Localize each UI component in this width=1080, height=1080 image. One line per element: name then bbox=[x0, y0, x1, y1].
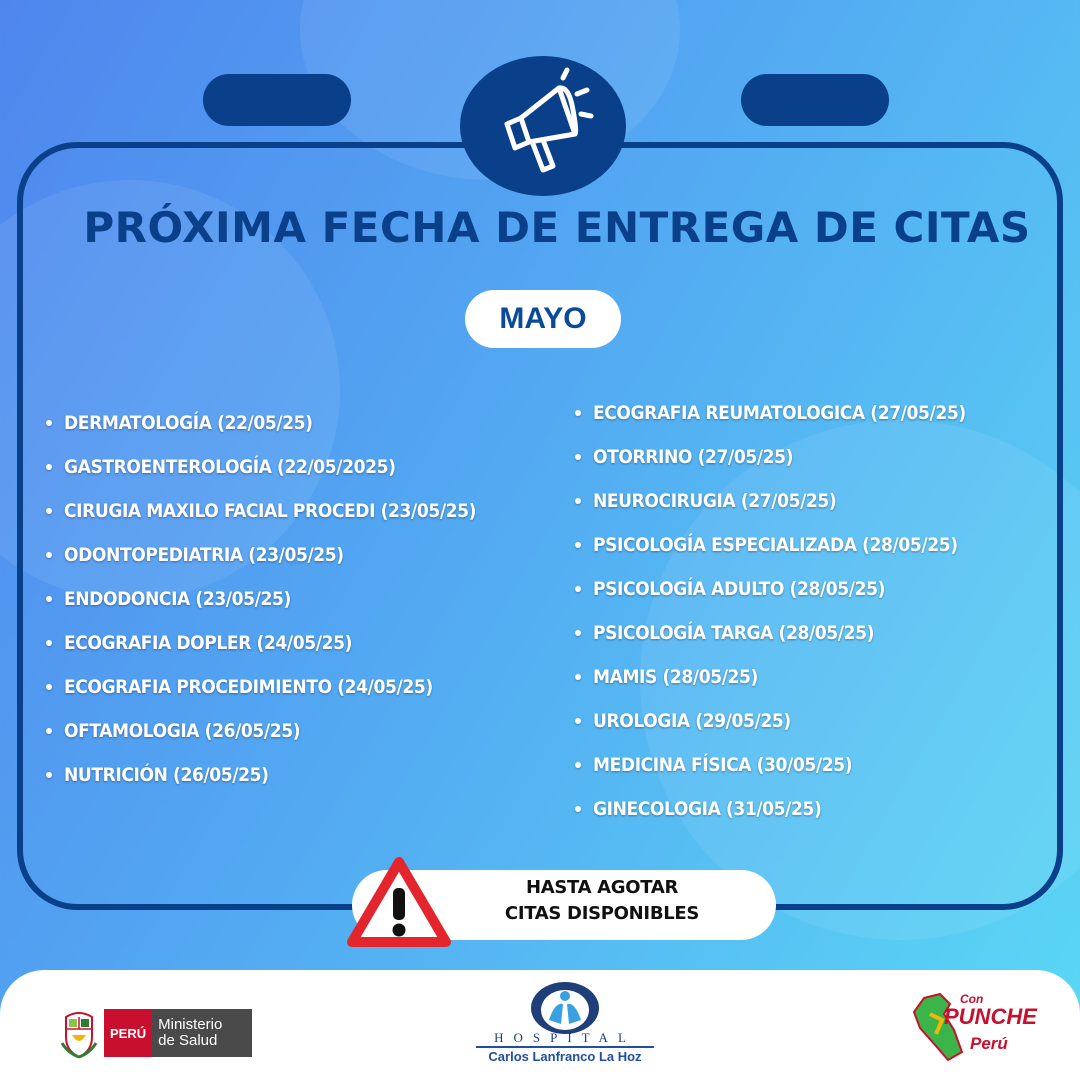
list-item bbox=[46, 401, 476, 445]
list-item-text: ENDODONCIA (23/05/25) bbox=[64, 588, 291, 610]
list-item bbox=[575, 567, 966, 611]
list-item bbox=[575, 787, 966, 831]
bullet-icon bbox=[575, 542, 581, 548]
minsa-logo bbox=[60, 1007, 252, 1059]
list-item bbox=[575, 655, 966, 699]
bullet-icon bbox=[575, 498, 581, 504]
list-item-text: MAMIS (28/05/25) bbox=[593, 666, 758, 688]
list-item bbox=[46, 665, 476, 709]
ministerio-label bbox=[152, 1009, 252, 1057]
bullet-icon bbox=[46, 552, 52, 558]
bullet-icon bbox=[575, 806, 581, 812]
list-item-text: ECOGRAFIA REUMATOLOGICA (27/05/25) bbox=[593, 402, 966, 424]
list-item bbox=[46, 445, 476, 489]
list-item-text: OFTAMOLOGIA (26/05/25) bbox=[64, 720, 301, 742]
punche-line-3: Perú bbox=[970, 1034, 1008, 1053]
list-item-text: PSICOLOGÍA ADULTO (28/05/25) bbox=[593, 578, 886, 600]
megaphone-icon bbox=[483, 66, 603, 186]
list-item-text: UROLOGIA (29/05/25) bbox=[593, 710, 791, 732]
list-item-text: NEUROCIRUGIA (27/05/25) bbox=[593, 490, 837, 512]
list-item-text: ECOGRAFIA DOPLER (24/05/25) bbox=[64, 632, 352, 654]
bullet-icon bbox=[46, 596, 52, 602]
list-item-text: ODONTOPEDIATRIA (23/05/25) bbox=[64, 544, 344, 566]
bullet-icon bbox=[46, 464, 52, 470]
list-item-text: CIRUGIA MAXILO FACIAL PROCEDI (23/05/25) bbox=[64, 500, 477, 522]
peru-label: PERÚ bbox=[104, 1009, 152, 1057]
bullet-icon bbox=[46, 420, 52, 426]
hospital-name: Carlos Lanfranco La Hoz bbox=[476, 1046, 654, 1064]
bullet-icon bbox=[575, 586, 581, 592]
bullet-icon bbox=[575, 762, 581, 768]
list-item-text: PSICOLOGÍA TARGA (28/05/25) bbox=[593, 622, 875, 644]
list-item-text: OTORRINO (27/05/25) bbox=[593, 446, 794, 468]
list-item bbox=[575, 523, 966, 567]
warning-line-1: HASTA AGOTAR bbox=[525, 877, 679, 898]
list-item-text: PSICOLOGÍA ESPECIALIZADA (28/05/25) bbox=[593, 534, 958, 556]
list-item-text: ECOGRAFIA PROCEDIMIENTO (24/05/25) bbox=[64, 676, 433, 698]
list-item bbox=[575, 435, 966, 479]
list-item bbox=[46, 709, 476, 753]
list-item bbox=[575, 743, 966, 787]
bullet-icon bbox=[575, 674, 581, 680]
list-item bbox=[46, 577, 476, 621]
specialty-list-left bbox=[46, 401, 476, 797]
list-item bbox=[46, 753, 476, 797]
bullet-icon bbox=[575, 454, 581, 460]
list-item bbox=[575, 611, 966, 655]
bullet-icon bbox=[575, 718, 581, 724]
warning-text bbox=[452, 875, 752, 927]
warning-triangle-icon bbox=[346, 856, 452, 948]
bullet-icon bbox=[46, 772, 52, 778]
list-item-text: GASTROENTEROLOGÍA (22/05/2025) bbox=[64, 456, 396, 478]
list-item bbox=[46, 621, 476, 665]
specialty-list-right bbox=[575, 391, 966, 831]
list-item-text: MEDICINA FÍSICA (30/05/25) bbox=[593, 754, 853, 776]
hospital-word: HOSPITAL bbox=[494, 1030, 636, 1045]
list-item-text: NUTRICIÓN (26/05/25) bbox=[64, 764, 269, 786]
list-item bbox=[575, 699, 966, 743]
list-item bbox=[46, 489, 476, 533]
bullet-icon bbox=[46, 728, 52, 734]
page-title: PRÓXIMA FECHA DE ENTREGA DE CITAS bbox=[83, 203, 1031, 252]
megaphone-badge bbox=[460, 56, 626, 196]
bullet-icon bbox=[46, 508, 52, 514]
con-punche-peru-logo bbox=[910, 990, 1040, 1066]
warning-line-2: CITAS DISPONIBLES bbox=[504, 903, 700, 924]
list-item bbox=[46, 533, 476, 577]
ministerio-line-2: de Salud bbox=[158, 1032, 218, 1049]
bullet-icon bbox=[575, 410, 581, 416]
list-item bbox=[575, 391, 966, 435]
punche-line-1: Con bbox=[960, 992, 984, 1006]
header-tab-left bbox=[203, 74, 351, 126]
header-tab-right bbox=[741, 74, 889, 126]
month-label: MAYO bbox=[465, 290, 621, 348]
list-item-text: GINECOLOGIA (31/05/25) bbox=[593, 798, 822, 820]
coat-of-arms-icon bbox=[60, 1007, 98, 1059]
bullet-icon bbox=[575, 630, 581, 636]
hospital-emblem-icon bbox=[525, 980, 605, 1036]
list-item-text: DERMATOLOGÍA (22/05/25) bbox=[64, 412, 313, 434]
hospital-logo bbox=[476, 980, 654, 1072]
bullet-icon bbox=[46, 640, 52, 646]
punche-line-2: PUNCHE bbox=[944, 1004, 1037, 1029]
list-item bbox=[575, 479, 966, 523]
ministerio-line-1: Ministerio bbox=[158, 1016, 223, 1033]
bullet-icon bbox=[46, 684, 52, 690]
